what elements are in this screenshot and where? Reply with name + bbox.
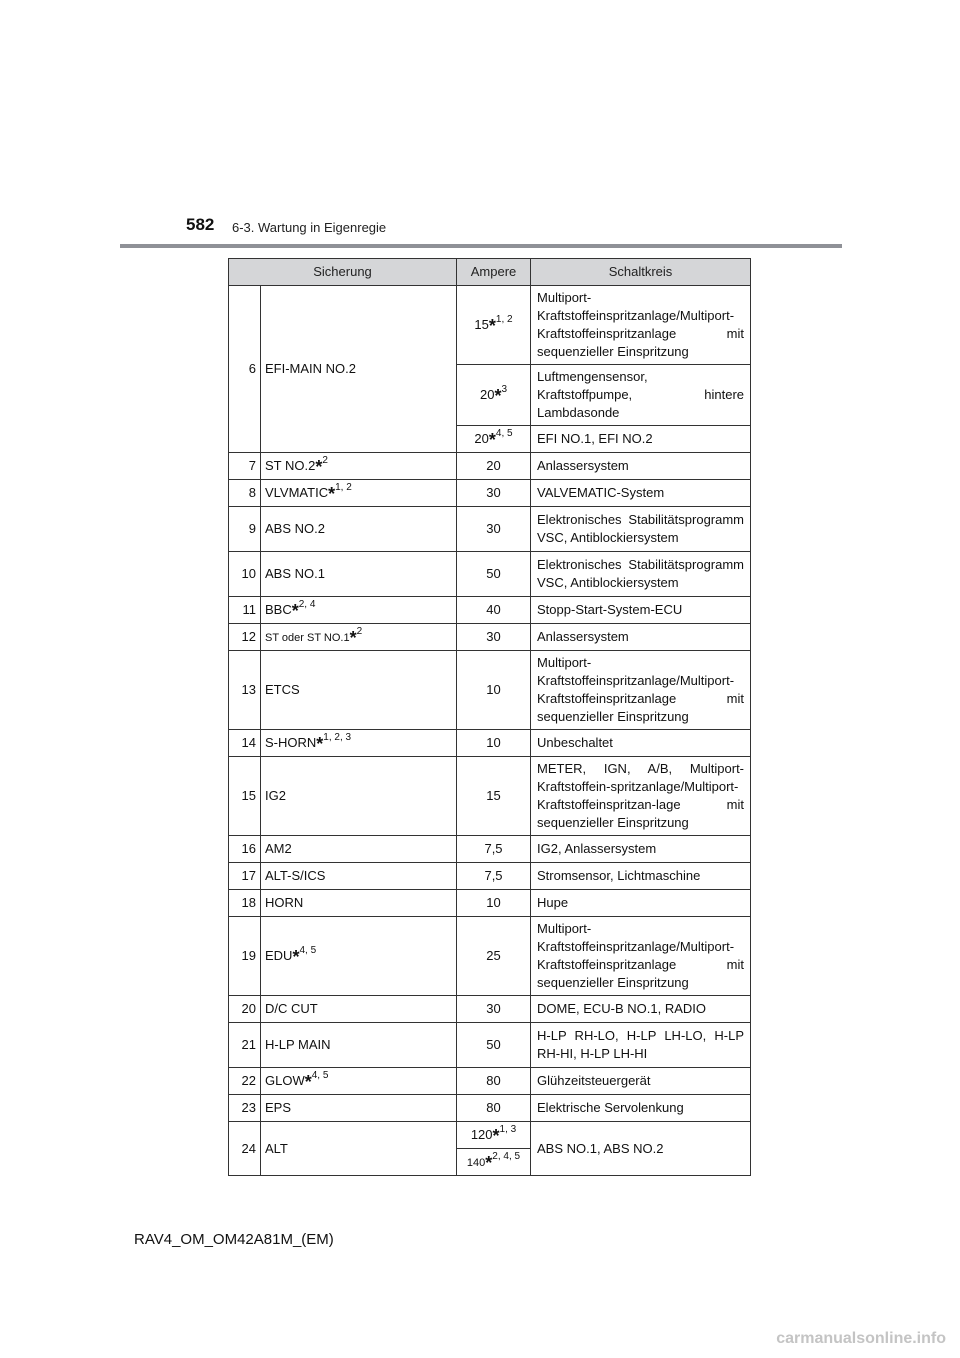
- watermark: carmanualsonline.info: [776, 1330, 946, 1347]
- fuse-ampere: 50: [457, 552, 531, 597]
- fuse-ampere: 20*$^3$: [457, 365, 531, 426]
- fuse-ampere: 10: [457, 890, 531, 917]
- fuse-circuit: Stromsensor, Lichtmaschine: [531, 863, 751, 890]
- fuse-circuit: Elektronisches Stabilitätsprogramm VSC, Antiblockiersystem: [531, 552, 751, 597]
- fuse-number: 20: [229, 996, 261, 1023]
- header-rule: [120, 244, 842, 248]
- fuse-number: 22: [229, 1068, 261, 1095]
- fuse-circuit: Glühzeitsteuergerät: [531, 1068, 751, 1095]
- fuse-name: D/C CUT: [261, 996, 457, 1023]
- fuse-circuit: Unbeschaltet: [531, 730, 751, 757]
- table-row: [229, 286, 751, 365]
- fuse-circuit: H-LP RH-LO, H-LP LH-LO, H-LP RH-HI, H-LP LH-HI: [531, 1023, 751, 1068]
- fuse-name: ABS NO.2: [261, 507, 457, 552]
- fuse-ampere: 7,5: [457, 836, 531, 863]
- fuse-number: 10: [229, 552, 261, 597]
- table-header-row: [229, 259, 751, 286]
- table-row: [229, 996, 751, 1023]
- table-row: [229, 552, 751, 597]
- table-row: [229, 730, 751, 757]
- fuse-number: 24: [229, 1122, 261, 1176]
- fuse-name: ST oder ST NO.1*$^2$: [261, 624, 457, 651]
- fuse-name: AM2: [261, 836, 457, 863]
- fuse-name: ALT-S/ICS: [261, 863, 457, 890]
- fuse-number: 6: [229, 286, 261, 453]
- fuse-number: 11: [229, 597, 261, 624]
- fuse-name: GLOW*$^{4, 5}$: [261, 1068, 457, 1095]
- fuse-name: EDU*$^{4, 5}$: [261, 917, 457, 996]
- table-row: [229, 1023, 751, 1068]
- fuse-ampere: 20: [457, 453, 531, 480]
- fuse-ampere: 30: [457, 624, 531, 651]
- fuse-number: 13: [229, 651, 261, 730]
- table-row: [229, 836, 751, 863]
- fuse-ampere: 10: [457, 730, 531, 757]
- fuse-number: 8: [229, 480, 261, 507]
- fuse-name: ST NO.2*$^2$: [261, 453, 457, 480]
- fuse-ampere: 30: [457, 996, 531, 1023]
- column-header-ampere: Ampere: [457, 259, 531, 286]
- fuse-name: EPS: [261, 1095, 457, 1122]
- fuse-ampere: 7,5: [457, 863, 531, 890]
- table-row: [229, 507, 751, 552]
- fuse-name: IG2: [261, 757, 457, 836]
- fuse-circuit: VALVEMATIC-System: [531, 480, 751, 507]
- table-row: [229, 890, 751, 917]
- table-row: [229, 917, 751, 996]
- table-row: [229, 1095, 751, 1122]
- fuse-number: 17: [229, 863, 261, 890]
- fuse-name: HORN: [261, 890, 457, 917]
- fuse-circuit: ABS NO.1, ABS NO.2: [531, 1122, 751, 1176]
- fuse-ampere: 30: [457, 507, 531, 552]
- fuse-circuit: DOME, ECU-B NO.1, RADIO: [531, 996, 751, 1023]
- table-row: [229, 1068, 751, 1095]
- fuse-ampere: 25: [457, 917, 531, 996]
- fuse-number: 18: [229, 890, 261, 917]
- table-row: [229, 651, 751, 730]
- fuse-circuit: METER, IGN, A/B, Multiport-Kraftstoffein-spritzanlage/Multiport-Kraftstoffeinspritzan-lage mit sequenzieller Einspritzung: [531, 757, 751, 836]
- fuse-ampere: 50: [457, 1023, 531, 1068]
- fuse-ampere: 120*$^{1, 3}$: [457, 1122, 531, 1149]
- fuse-ampere: 140*$^{2, 4, 5}$: [457, 1149, 531, 1176]
- fuse-circuit: Anlassersystem: [531, 453, 751, 480]
- fuse-number: 16: [229, 836, 261, 863]
- fuse-name: H-LP MAIN: [261, 1023, 457, 1068]
- column-header-circuit: Schaltkreis: [531, 259, 751, 286]
- table-row: [229, 757, 751, 836]
- table-row: [229, 863, 751, 890]
- table-row: [229, 1122, 751, 1149]
- fuse-name: ETCS: [261, 651, 457, 730]
- fuse-circuit: EFI NO.1, EFI NO.2: [531, 426, 751, 453]
- fuse-circuit: Multiport-Kraftstoffeinspritzanlage/Multiport-Kraftstoffeinspritzanlage mit sequenzieller Einspritzung: [531, 917, 751, 996]
- fuse-number: 12: [229, 624, 261, 651]
- fuse-name: ALT: [261, 1122, 457, 1176]
- fuse-table: [228, 258, 751, 1176]
- fuse-number: 21: [229, 1023, 261, 1068]
- fuse-name: S-HORN*$^{1, 2, 3}$: [261, 730, 457, 757]
- fuse-name: EFI-MAIN NO.2: [261, 286, 457, 453]
- fuse-circuit: Multiport-Kraftstoffeinspritzanlage/Multiport-Kraftstoffeinspritzanlage mit sequenzieller Einspritzung: [531, 651, 751, 730]
- fuse-circuit: Elektronisches Stabilitätsprogramm VSC, Antiblockiersystem: [531, 507, 751, 552]
- fuse-ampere: 20*$^{4, 5}$: [457, 426, 531, 453]
- fuse-ampere: 80: [457, 1068, 531, 1095]
- fuse-circuit: Luftmengensensor, Kraftstoffpumpe, hintere Lambdasonde: [531, 365, 751, 426]
- fuse-ampere: 40: [457, 597, 531, 624]
- fuse-ampere: 15: [457, 757, 531, 836]
- table-row: [229, 480, 751, 507]
- section-title: 6-3. Wartung in Eigenregie: [232, 220, 387, 235]
- fuse-circuit: Multiport-Kraftstoffeinspritzanlage/Multiport-Kraftstoffeinspritzanlage mit sequenzieller Einspritzung: [531, 286, 751, 365]
- page-number: 582: [186, 215, 215, 234]
- fuse-number: 15: [229, 757, 261, 836]
- fuse-circuit: Anlassersystem: [531, 624, 751, 651]
- fuse-ampere: 15*$^{1, 2}$: [457, 286, 531, 365]
- fuse-name: ABS NO.1: [261, 552, 457, 597]
- fuse-number: 23: [229, 1095, 261, 1122]
- document-code: RAV4_OM_OM42A81M_(EM): [134, 1231, 334, 1248]
- fuse-name: VLVMATIC*$^{1, 2}$: [261, 480, 457, 507]
- fuse-ampere: 10: [457, 651, 531, 730]
- fuse-circuit: Stopp-Start-System-ECU: [531, 597, 751, 624]
- fuse-name: BBC*$^{2, 4}$: [261, 597, 457, 624]
- fuse-number: 9: [229, 507, 261, 552]
- fuse-ampere: 80: [457, 1095, 531, 1122]
- fuse-circuit: IG2, Anlassersystem: [531, 836, 751, 863]
- fuse-number: 14: [229, 730, 261, 757]
- fuse-ampere: 30: [457, 480, 531, 507]
- table-row: [229, 453, 751, 480]
- table-row: [229, 597, 751, 624]
- column-header-fuse: Sicherung: [229, 259, 457, 286]
- fuse-number: 7: [229, 453, 261, 480]
- fuse-circuit: Hupe: [531, 890, 751, 917]
- fuse-number: 19: [229, 917, 261, 996]
- fuse-circuit: Elektrische Servolenkung: [531, 1095, 751, 1122]
- table-row: [229, 624, 751, 651]
